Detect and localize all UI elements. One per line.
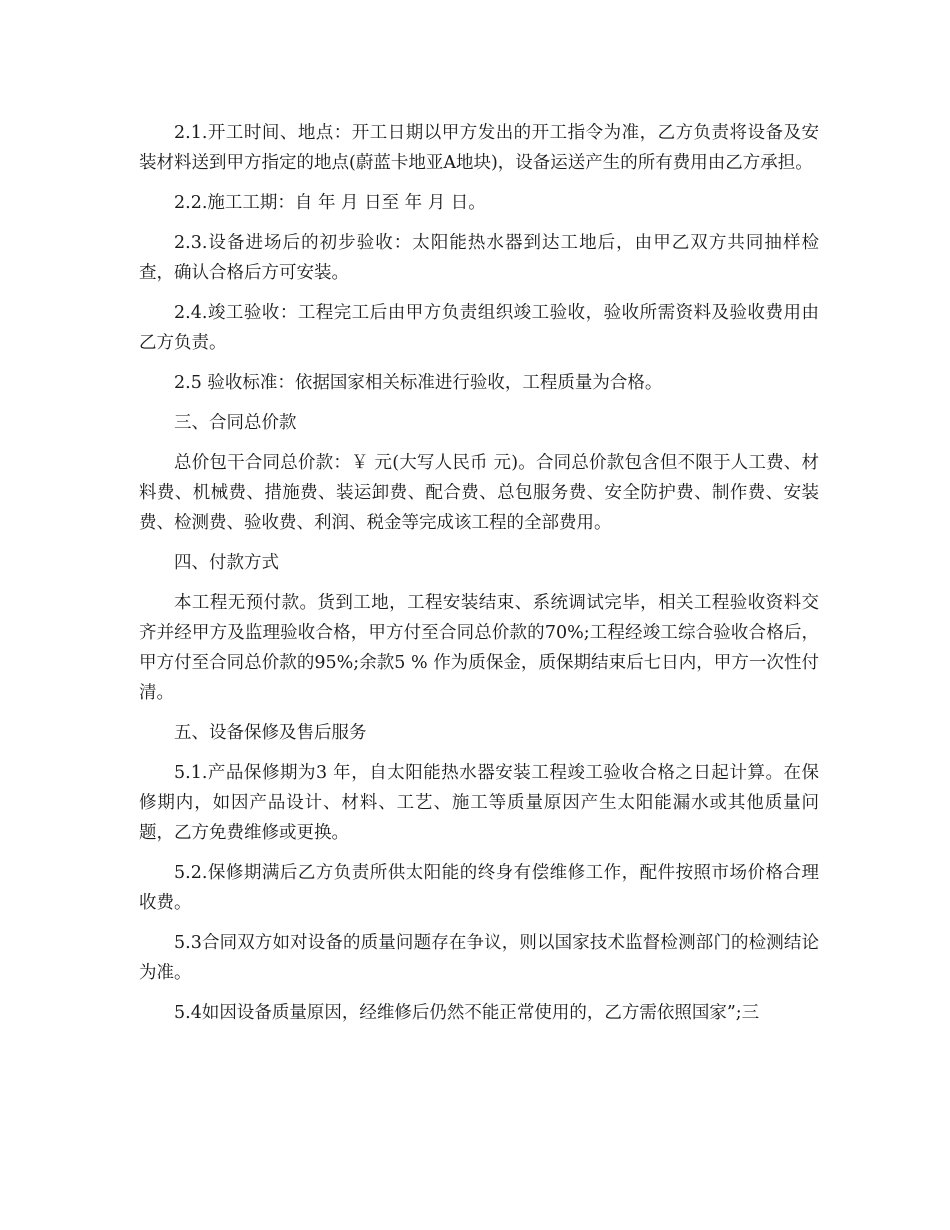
section-3-body: 总价包干合同总价款：￥ 元(大写人民币 元)。合同总价款包含但不限于人工费、材料费、机械费、措施费、装运卸费、配合费、总包服务费、安全防护费、制作费、安装费、检测费、验收费、利润、税金等完成该工程的全部费用。 [139,453,819,533]
clause-2-3: 2.3.设备进场后的初步验收：太阳能热水器到达工地后，由甲乙双方共同抽样检查，确认合格后方可安装。 [139,233,819,283]
section-heading-5: 五、设备保修及售后服务 [174,723,367,743]
section-heading-3: 三、合同总价款 [174,413,297,433]
clause-2-2: 2.2.施工工期：自 年 月 日至 年 月 日。 [174,193,486,213]
clause-2-1: 2.1.开工时间、地点：开工日期以甲方发出的开工指令为准，乙方负责将设备及安装材料送到甲方指定的地点(蔚蓝卡地亚A地块)，设备运送产生的所有费用由乙方承担。 [139,123,819,173]
clause-5-1: 5.1.产品保修期为3 年，自太阳能热水器安装工程竣工验收合格之日起计算。在保修期内，如因产品设计、材料、工艺、施工等质量原因产生太阳能漏水或其他质量问题，乙方免费维修或更换。 [139,763,819,843]
clause-5-3: 5.3合同双方如对设备的质量问题存在争议，则以国家技术监督检测部门的检测结论为准。 [139,933,819,983]
document-body [139,118,819,1038]
clause-5-2: 5.2.保修期满后乙方负责所供太阳能的终身有偿维修工作，配件按照市场价格合理收费。 [139,863,819,913]
clause-5-4: 5.4如因设备质量原因，经维修后仍然不能正常使用的，乙方需依照国家”;三 [174,1003,760,1023]
clause-2-5: 2.5 验收标准：依据国家相关标准进行验收，工程质量为合格。 [174,373,663,393]
section-4-body: 本工程无预付款。货到工地，工程安装结束、系统调试完毕，相关工程验收资料交齐并经甲方及监理验收合格，甲方付至合同总价款的70%;工程经竣工综合验收合格后，甲方付至合同总价款的95%;余款5 % 作为质保金，质保期结束后七日内，甲方一次性付清。 [139,593,819,703]
section-heading-4: 四、付款方式 [174,553,279,573]
clause-2-4: 2.4.竣工验收：工程完工后由甲方负责组织竣工验收，验收所需资料及验收费用由乙方负责。 [139,303,819,353]
